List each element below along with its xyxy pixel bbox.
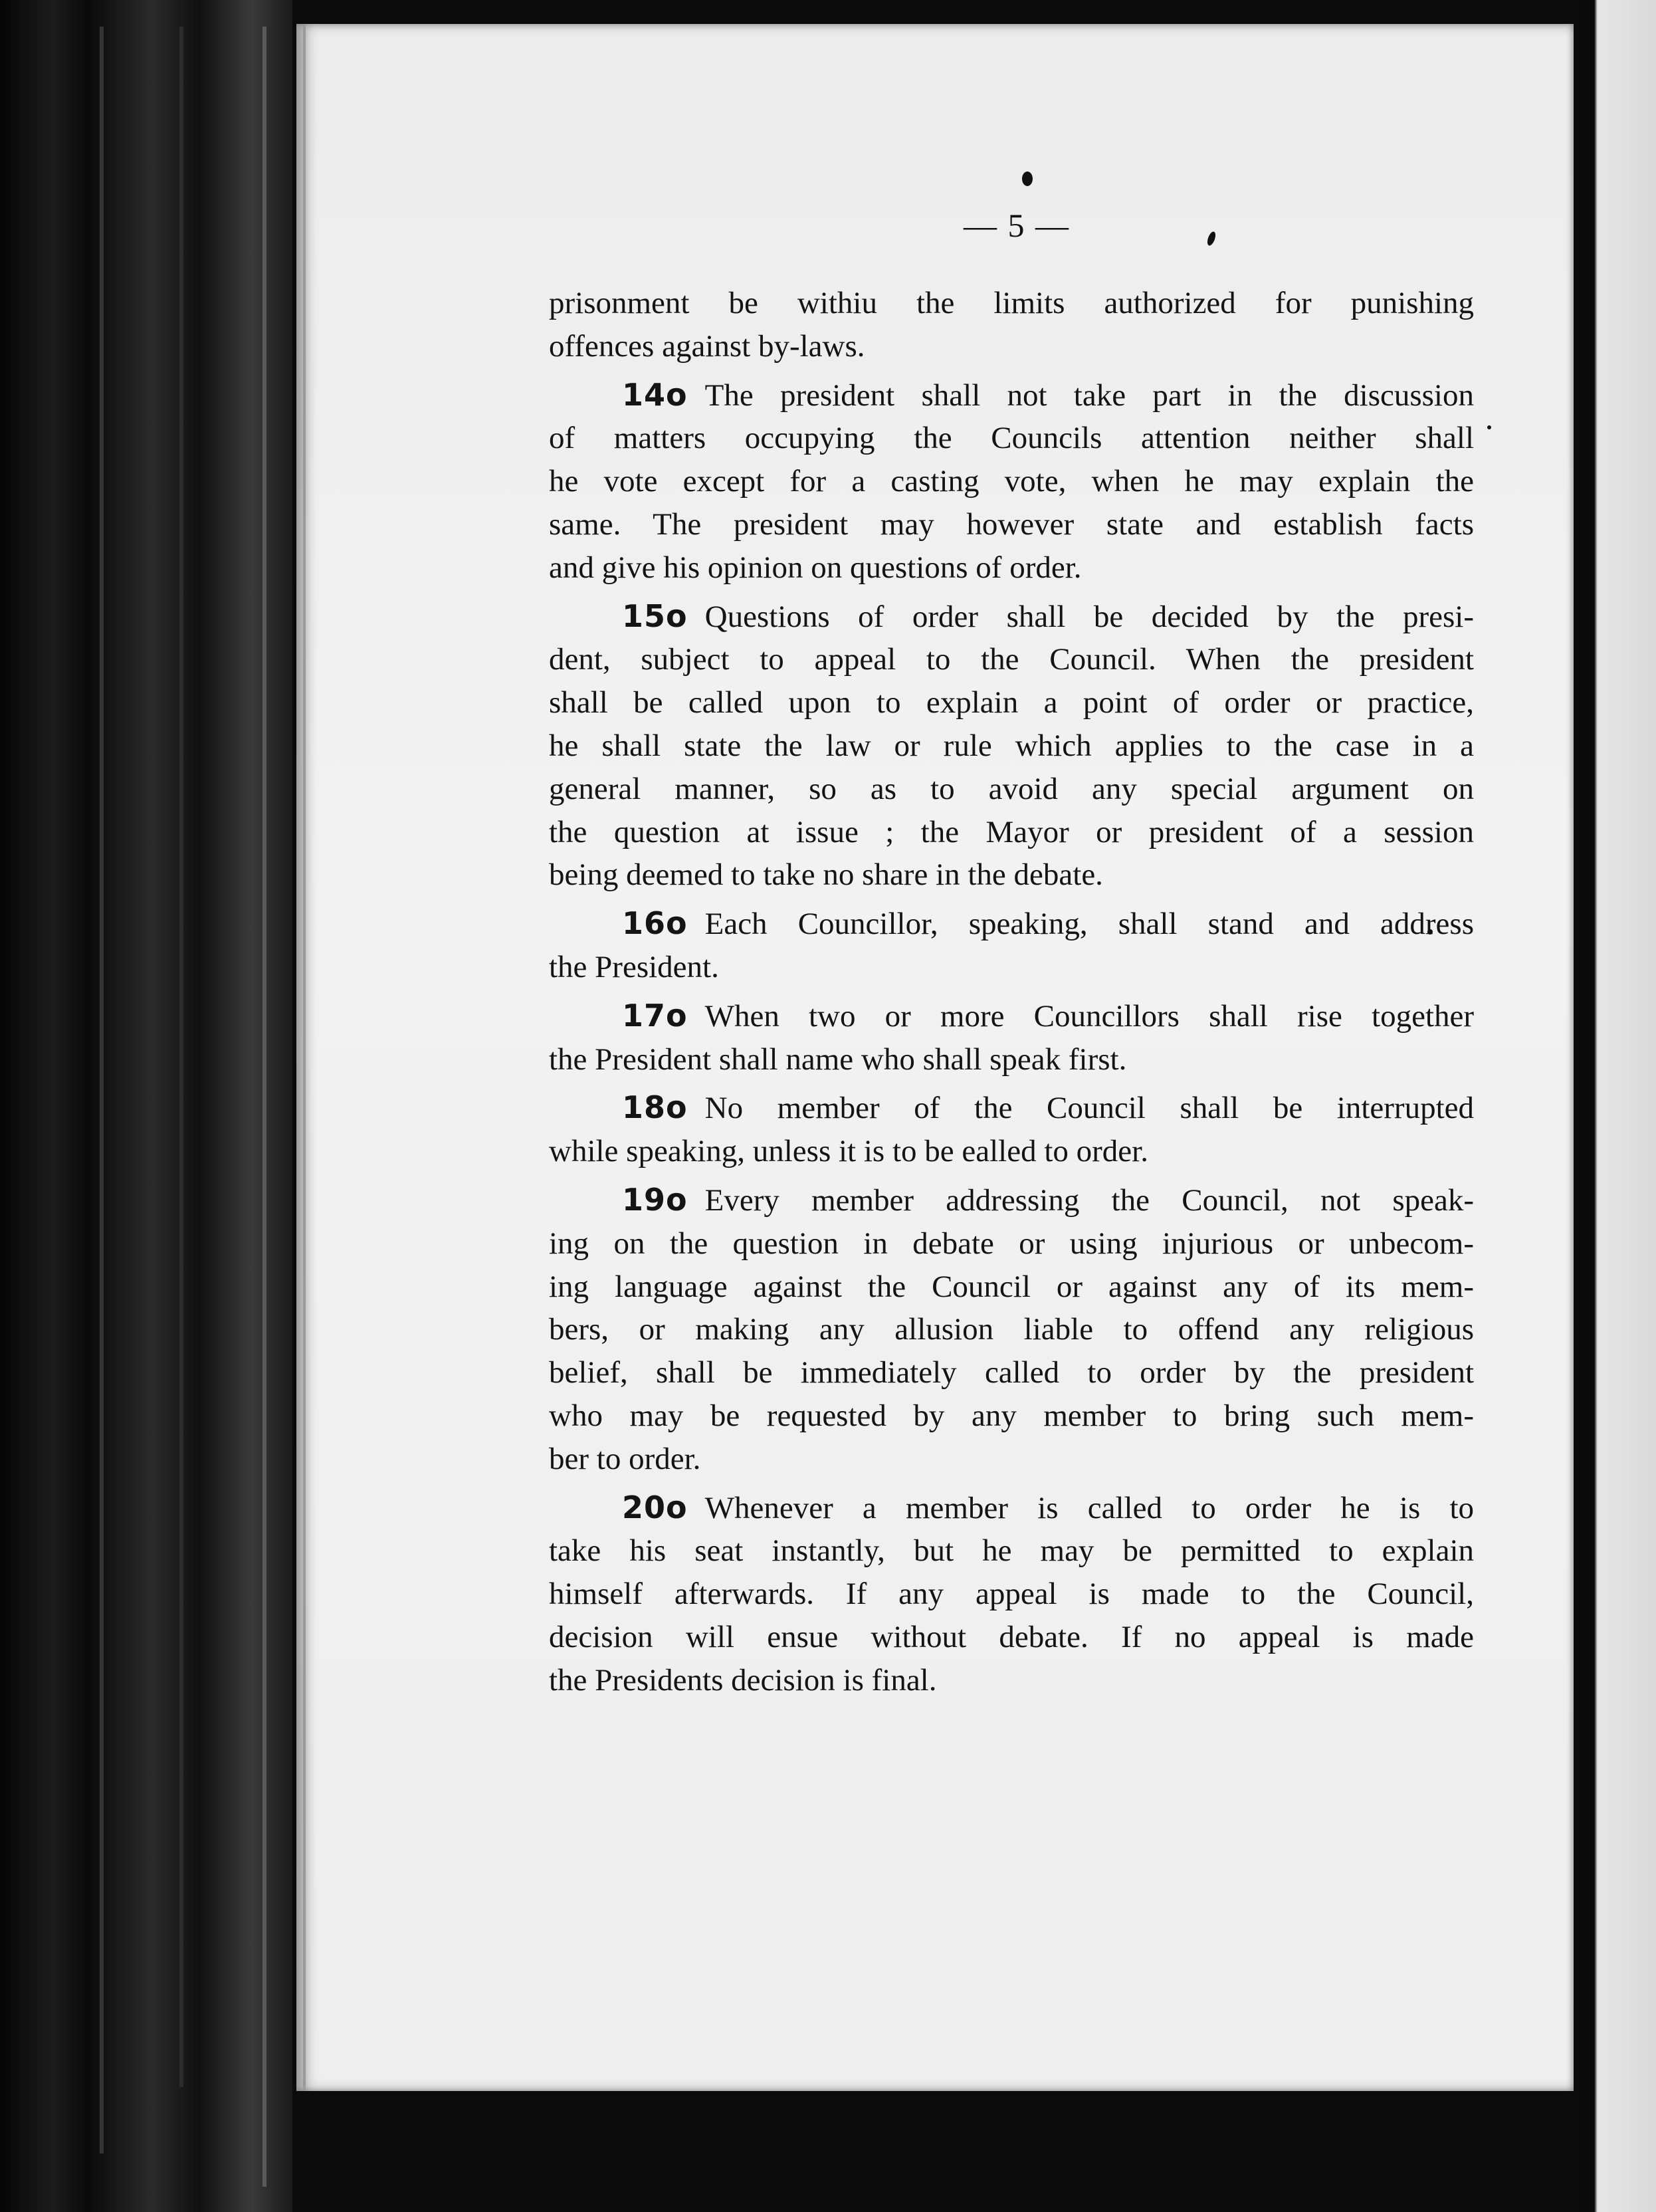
text-line — [549, 546, 1474, 590]
line-text: the President shall name who shall speak first. — [549, 1042, 1127, 1077]
section-number: 17o — [622, 997, 688, 1034]
text-line — [549, 681, 1474, 724]
spine-crease — [262, 27, 266, 2187]
text-line — [549, 1266, 1474, 1309]
text-line — [549, 1529, 1474, 1573]
line-text: offences against by-laws. — [549, 328, 865, 364]
line-text: same. The president may however state and establish facts — [549, 506, 1474, 542]
line-text: the President. — [549, 949, 719, 984]
text-line — [549, 1086, 1474, 1130]
paragraph — [549, 1086, 1474, 1173]
line-text: No member of the Council shall be interrupted — [704, 1091, 1474, 1126]
text-line — [549, 1486, 1474, 1530]
line-text: decision will ensue without debate. If no appeal is made — [549, 1619, 1474, 1654]
text-line — [549, 1308, 1474, 1351]
text-line — [549, 638, 1474, 681]
text-line — [549, 1178, 1474, 1222]
page-gutter-line — [303, 24, 306, 2091]
line-text: while speaking, unless it is to be ealled to order. — [549, 1134, 1148, 1169]
spine-crease — [179, 27, 183, 2087]
paragraph — [549, 595, 1474, 897]
text-line — [549, 1222, 1474, 1266]
line-text: When two or more Councillors shall rise together — [704, 998, 1474, 1034]
paragraph — [549, 994, 1474, 1081]
line-text: shall be called upon to explain a point of order or practice, — [549, 685, 1474, 720]
section-number: 16o — [622, 905, 688, 942]
line-text: ing on the question in debate or using injurious or unbecom- — [549, 1226, 1474, 1261]
line-text: of matters occupying the Councils attention neither shall — [549, 421, 1474, 456]
text-line — [549, 417, 1474, 460]
line-text: take his seat instantly, but he may be permitted to explain — [549, 1533, 1474, 1569]
line-text: dent, subject to appeal to the Council. When the president — [549, 642, 1474, 677]
line-text: belief, shall be immediately called to order by the president — [549, 1355, 1474, 1390]
line-text: he vote except for a casting vote, when he may explain the — [549, 464, 1474, 499]
text-line — [549, 374, 1474, 417]
line-text: he shall state the law or rule which applies to the case in a — [549, 728, 1474, 763]
text-line — [549, 994, 1474, 1038]
line-text: ber to order. — [549, 1441, 701, 1476]
line-text: Questions of order shall be decided by the presi- — [704, 599, 1474, 634]
text-line — [549, 853, 1474, 897]
text-line — [549, 1616, 1474, 1659]
section-number: 18o — [622, 1089, 688, 1126]
text-line — [549, 503, 1474, 546]
text-line — [549, 1573, 1474, 1616]
line-text: and give his opinion on questions of order. — [549, 550, 1082, 585]
section-number: 19o — [622, 1181, 688, 1218]
text-line — [549, 282, 1474, 325]
paragraph — [549, 374, 1474, 590]
text-line — [549, 724, 1474, 768]
ink-speck — [1487, 425, 1491, 429]
text-line — [549, 902, 1474, 946]
text-line — [549, 325, 1474, 368]
line-text: the Presidents decision is final. — [549, 1662, 937, 1698]
paragraph — [549, 902, 1474, 989]
body-text — [549, 282, 1474, 1708]
book-binding-edge — [0, 0, 292, 2212]
line-text: Every member addressing the Council, not speak- — [704, 1182, 1474, 1218]
text-line — [549, 1038, 1474, 1081]
text-line — [549, 946, 1474, 989]
paragraph — [549, 282, 1474, 368]
text-line — [549, 1438, 1474, 1481]
text-line — [549, 1394, 1474, 1438]
text-line — [549, 1351, 1474, 1394]
text-line — [549, 1659, 1474, 1702]
text-line — [549, 595, 1474, 639]
section-number: 20o — [622, 1489, 688, 1525]
line-text: the question at issue ; the Mayor or president of a session — [549, 814, 1474, 849]
line-text: bers, or making any allusion liable to offend any religious — [549, 1312, 1474, 1347]
section-number: 15o — [622, 598, 688, 634]
text-line — [549, 768, 1474, 811]
text-line — [549, 811, 1474, 854]
line-text: himself afterwards. If any appeal is made to the Council, — [549, 1577, 1474, 1612]
line-text: Whenever a member is called to order he is to — [704, 1490, 1474, 1525]
line-text: The president shall not take part in the discussion — [704, 378, 1474, 413]
line-text: Each Councillor, speaking, shall stand and address — [704, 907, 1474, 942]
line-text: being deemed to take no share in the debate. — [549, 857, 1103, 893]
ink-speck — [1022, 171, 1033, 186]
facing-page-edge — [1579, 0, 1656, 2212]
paragraph — [549, 1178, 1474, 1481]
line-text: ing language against the Council or against any of its mem- — [549, 1269, 1474, 1304]
spine-crease — [100, 27, 104, 2154]
line-text: general manner, so as to avoid any special argument on — [549, 771, 1474, 806]
paragraph — [549, 1486, 1474, 1702]
text-line — [549, 460, 1474, 503]
section-number: 14o — [622, 376, 688, 413]
text-line — [549, 1130, 1474, 1173]
line-text: prisonment be withiu the limits authorized for punishing — [549, 286, 1474, 320]
line-text: who may be requested by any member to bring such mem- — [549, 1398, 1474, 1433]
page-number: — 5 — — [964, 207, 1070, 244]
